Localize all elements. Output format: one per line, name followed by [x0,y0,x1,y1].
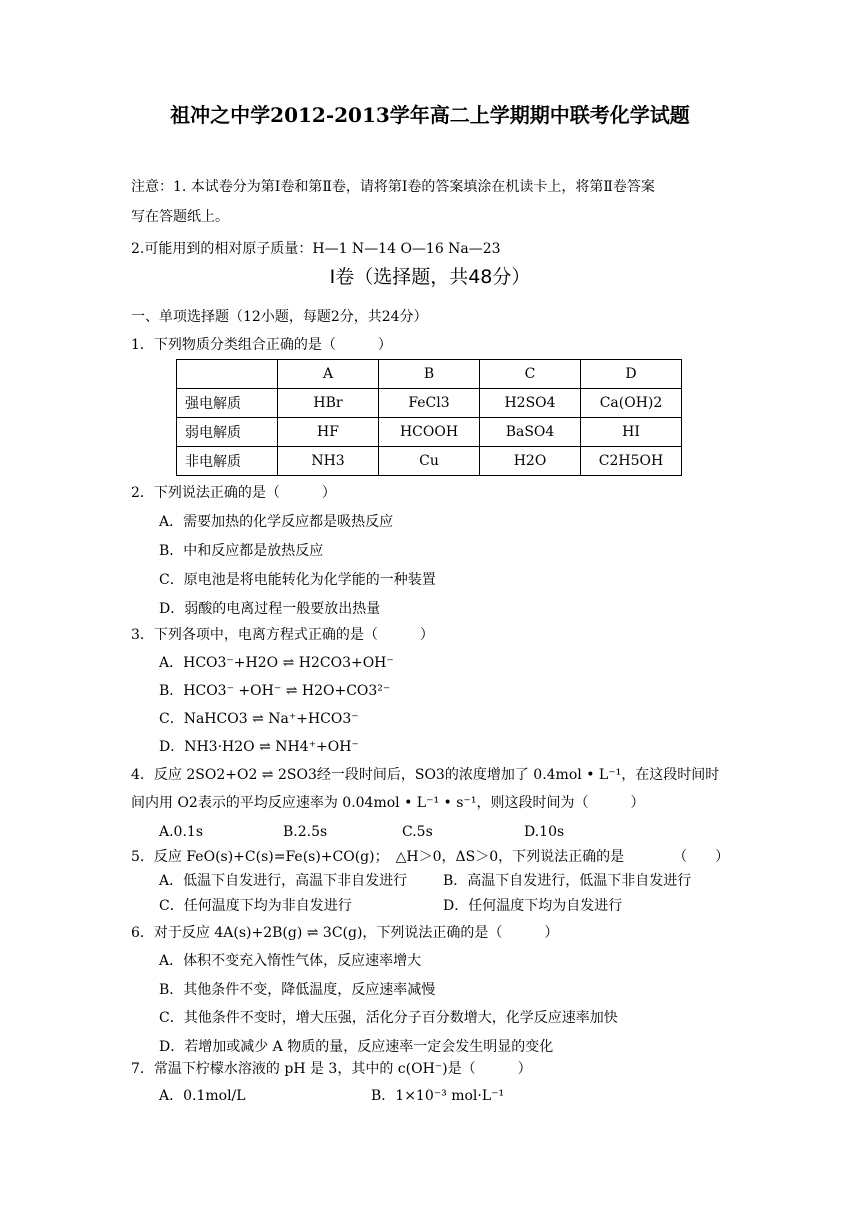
table-cell [177,360,278,389]
q6-stem: 6．对于反应 4A(s)+2B(g) ⇌ 3C(g)，下列说法正确的是（ ） [131,925,559,941]
q3-stem: 3．下列各项中，电离方程式正确的是（ ） [131,627,434,643]
table-cell: Ca(OH)2 [581,389,682,418]
table-cell: D [581,360,682,389]
table-row-header: 非电解质 [177,447,278,476]
table-cell: C [480,360,581,389]
table-cell: H2O [480,447,581,476]
q2-option-a: A．需要加热的化学反应都是吸热反应 [159,514,394,530]
table-cell: HBr [278,389,379,418]
q5-option-c: C．任何温度下均为非自发进行 [159,898,352,914]
table-cell: HI [581,418,682,447]
q4-option-b: B.2.5s [283,824,328,840]
q1-table [176,359,682,476]
q2-option-c: C．原电池是将电能转化为化学能的一种装置 [159,572,436,588]
q3-option-c: C．NaHCO3 ⇌ Na⁺+HCO3⁻ [159,711,359,727]
q6-option-d: D．若增加或减少 A 物质的量，反应速率一定会发生明显的变化 [159,1039,554,1055]
q7-option-b: B．1×10⁻³ mol·L⁻¹ [371,1088,505,1104]
q6-option-b: B．其他条件不变，降低温度，反应速率减慢 [159,982,436,998]
q3-option-d: D．NH3·H2O ⇌ NH4⁺+OH⁻ [159,739,359,755]
q3-option-a: A．HCO3⁻+H2O ⇌ H2CO3+OH⁻ [159,655,394,671]
table-cell: A [278,360,379,389]
table-cell: Cu [379,447,480,476]
page-title: 祖冲之中学2012-2013学年高二上学期期中联考化学试题 [170,103,690,127]
q5-option-d: D．任何温度下均为自发进行 [443,898,623,914]
table-row-header: 弱电解质 [177,418,278,447]
q7-option-a: A．0.1mol/L [159,1088,246,1104]
q4-option-c: C.5s [402,824,433,840]
table-cell: HCOOH [379,418,480,447]
q4-line-1: 4．反应 2SO2+O2 ⇌ 2SO3经一段时间后，SO3的浓度增加了 0.4mol • L⁻¹，在这段时间时 [131,767,720,783]
q5-option-b: B．高温下自发进行，低温下非自发进行 [443,873,692,889]
table-row [177,418,682,447]
table-row [177,447,682,476]
q1-stem: 1．下列物质分类组合正确的是（ ） [131,337,392,353]
q7-stem: 7．常温下柠檬水溶液的 pH 是 3，其中的 c(OH⁻)是（ ） [131,1061,532,1077]
q2-stem: 2．下列说法正确的是（ ） [131,485,336,501]
q4-option-d: D.10s [524,824,565,840]
note-line-3: 2.可能用到的相对原子质量：H—1 N—14 O—16 Na—23 [131,241,501,257]
table-cell: B [379,360,480,389]
table-cell: C2H5OH [581,447,682,476]
table-cell: H2SO4 [480,389,581,418]
note-line-1: 注意：1. 本试卷分为第Ⅰ卷和第Ⅱ卷，请将第Ⅰ卷的答案填涂在机读卡上，将第Ⅱ卷答案 [131,179,655,195]
q2-option-b: B．中和反应都是放热反应 [159,543,324,559]
table-cell: HF [278,418,379,447]
q4-option-a: A.0.1s [159,824,204,840]
q5-stem: 5．反应 FeO(s)+C(s)=Fe(s)+CO(g)； △H＞0，ΔS＞0，下列说法正确的是 （ ） [131,849,730,865]
table-row [177,389,682,418]
table-cell: FeCl3 [379,389,480,418]
table-row-header: 强电解质 [177,389,278,418]
q2-option-d: D．弱酸的电离过程一般要放出热量 [159,601,381,617]
q6-option-c: C．其他条件不变时，增大压强，活化分子百分数增大，化学反应速率加快 [159,1010,618,1026]
note-line-2: 写在答题纸上。 [131,209,229,225]
table-cell: NH3 [278,447,379,476]
table-header-row [177,360,682,389]
q6-option-a: A．体积不变充入惰性气体，反应速率增大 [159,953,422,969]
q3-option-b: B．HCO3⁻ +OH⁻ ⇌ H2O+CO3²⁻ [159,683,391,699]
section-title: Ⅰ卷（选择题，共48分） [329,266,531,288]
part-one-heading: 一、单项选择题（12小题，每题2分，共24分） [131,309,428,325]
q5-option-a: A．低温下自发进行，高温下非自发进行 [159,873,408,889]
q4-line-2: 间内用 O2表示的平均反应速率为 0.04mol • L⁻¹ • s⁻¹，则这段时间为（ ） [131,795,645,811]
table-cell: BaSO4 [480,418,581,447]
